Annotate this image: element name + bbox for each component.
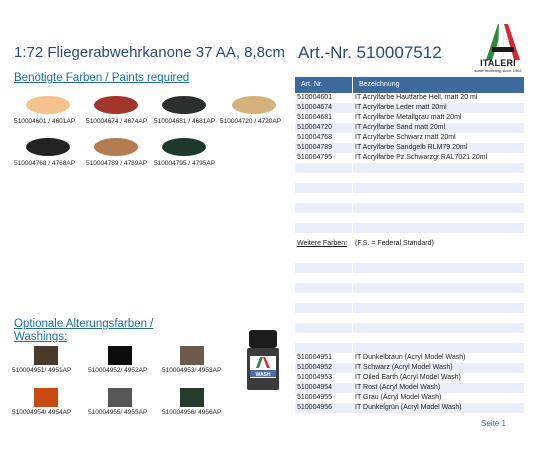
cell-bezeichnung: IT Dunkelgrün (Acryl Model Wash) — [355, 404, 462, 411]
table-row — [295, 303, 524, 313]
document-title: 1:72 Fliegerabwehrkanone 37 AA, 8,8cm — [14, 44, 286, 61]
cell-art-nr: 510004953 — [295, 373, 353, 383]
table-row — [295, 193, 524, 203]
table-row — [295, 373, 524, 383]
cell-bezeichnung — [353, 163, 524, 173]
table-row — [295, 143, 524, 153]
wash-label-4951: 510004951/ 4951AP — [12, 367, 72, 374]
cell-art-nr — [295, 193, 353, 203]
paint-swatch-4681 — [162, 96, 206, 114]
cell-art-nr — [295, 273, 353, 283]
cell-bezeichnung: IT Grau (Acryl Model Wash) — [355, 394, 442, 401]
table-row — [295, 353, 524, 363]
washings-heading — [14, 318, 153, 344]
paint-swatch-4674 — [94, 96, 138, 114]
table-row — [295, 283, 524, 293]
cell-bezeichnung — [353, 273, 524, 283]
paint-swatch-4768 — [26, 138, 70, 156]
table-row — [295, 383, 524, 393]
cell-bezeichnung: IT Acrylfarbe Hautfarbe Hell, matt 20 ml — [355, 94, 478, 101]
table-row — [295, 203, 524, 213]
cell-art-nr — [295, 333, 353, 343]
cell-art-nr — [295, 263, 353, 273]
table-row — [295, 153, 524, 163]
wash-swatch-4956 — [180, 388, 204, 407]
table-row — [295, 173, 524, 183]
wash-label-4953: 510004953/ 4953AP — [162, 367, 222, 374]
cell-art-nr: 510004952 — [295, 363, 353, 373]
table-row — [295, 163, 524, 173]
cell-bezeichnung: IT Acrylfarbe Metallgrau matt 20ml — [355, 114, 462, 121]
wash-swatch-4953 — [180, 346, 204, 365]
wash-swatch-4952 — [108, 346, 132, 365]
bottle-label: WASH — [255, 372, 271, 378]
cell-art-nr: 510004956 — [295, 403, 353, 413]
cell-bezeichnung: IT Acrylfarbe Sandgelb RLM79 20ml — [355, 144, 468, 151]
logo-wordmark: ITALERI — [480, 58, 516, 68]
wash-label-4952: 510004952/ 4952AP — [88, 367, 148, 374]
cell-art-nr — [295, 183, 353, 193]
cell-bezeichnung: IT Schwarz (Acryl Model Wash) — [355, 364, 453, 371]
cell-art-nr — [295, 173, 353, 183]
paint-label-4720: 510004720 / 4720AP — [220, 118, 282, 125]
paint-label-4768: 510004768 / 4768AP — [14, 160, 76, 167]
table-row — [295, 293, 524, 303]
table-header — [295, 77, 524, 93]
logo-tagline: scale modeling since 1962 — [474, 68, 522, 73]
table-row — [295, 213, 524, 223]
cell-bezeichnung: IT Acrylfarbe Pz.Schwarzgr.RAL7021 20ml — [355, 154, 488, 161]
cell-art-nr — [295, 163, 353, 173]
washings-heading-line2: Washings: — [14, 331, 68, 343]
table-row — [295, 133, 524, 143]
cell-art-nr — [295, 303, 353, 313]
cell-bezeichnung — [353, 283, 524, 293]
cell-art-nr — [295, 313, 353, 323]
table-row — [295, 323, 524, 333]
paint-swatch-4795 — [162, 138, 206, 156]
table-row — [295, 403, 524, 413]
table-row — [295, 183, 524, 193]
cell-art-nr — [295, 323, 353, 333]
table-row — [295, 223, 524, 233]
cell-bezeichnung — [353, 253, 524, 263]
paint-label-4681: 510004681 / 4681AP — [154, 118, 216, 125]
cell-bezeichnung: IT Acrylfarbe Schwarz matt 20ml — [355, 134, 456, 141]
column-header-bezeichnung: Bezeichnung — [359, 81, 400, 88]
weitere-farben-label: Weitere Farben: — [297, 240, 348, 247]
cell-bezeichnung — [353, 333, 524, 343]
cell-bezeichnung — [353, 293, 524, 303]
cell-bezeichnung — [353, 323, 524, 333]
cell-bezeichnung — [353, 193, 524, 203]
wash-swatch-4954 — [34, 388, 58, 407]
cell-bezeichnung: IT Dunkelbraun (Acryl Model Wash) — [355, 354, 466, 361]
table-row — [295, 253, 524, 263]
cell-art-nr: 510004795 — [295, 153, 353, 163]
cell-bezeichnung — [353, 223, 524, 233]
wash-swatch-4951 — [34, 346, 58, 365]
table-row — [295, 123, 524, 133]
paints-required-heading: Benötigte Farben / Paints required — [14, 72, 190, 84]
table-row — [295, 113, 524, 123]
weitere-farben-row — [297, 240, 434, 247]
cell-art-nr: 510004789 — [295, 143, 353, 153]
washings-heading-line1: Optionale Alterungsfarben / — [14, 318, 154, 330]
paint-label-4789: 510004789 / 4789AP — [86, 160, 148, 167]
table-row — [295, 393, 524, 403]
table-row — [295, 263, 524, 273]
wash-bottle-image — [246, 330, 280, 390]
cell-bezeichnung: IT Rost (Acryl Model Wash) — [355, 384, 441, 391]
page-number: Seite 1 — [481, 419, 506, 428]
table-row — [295, 103, 524, 113]
cell-bezeichnung: IT Acrylfarbe Leder matt 20ml — [355, 104, 447, 111]
cell-bezeichnung — [353, 343, 524, 353]
cell-bezeichnung: IT Oiled Earth (Acryl Model Wash) — [355, 374, 461, 381]
wash-label-4955: 510004955/ 4955AP — [88, 409, 148, 416]
cell-bezeichnung — [353, 183, 524, 193]
cell-art-nr — [295, 283, 353, 293]
cell-bezeichnung: IT Acrylfarbe Sand matt 20ml — [355, 124, 446, 131]
cell-bezeichnung — [353, 213, 524, 223]
cell-art-nr: 510004954 — [295, 383, 353, 393]
cell-art-nr — [295, 223, 353, 233]
paint-swatch-4601 — [26, 96, 70, 114]
wash-label-4954: 510004954/ 4954AP — [12, 409, 72, 416]
cell-art-nr: 510004955 — [295, 393, 353, 403]
cell-bezeichnung — [353, 313, 524, 323]
table-row — [295, 333, 524, 343]
wash-label-4956: 510004956/ 4956AP — [162, 409, 222, 416]
paint-swatch-4789 — [94, 138, 138, 156]
paint-label-4795: 510004795 / 4795AP — [154, 160, 216, 167]
cell-bezeichnung — [353, 203, 524, 213]
table-row — [295, 363, 524, 373]
cell-art-nr — [295, 203, 353, 213]
cell-art-nr — [295, 253, 353, 263]
table-row — [295, 343, 524, 353]
column-header-art-nr: Art. Nr. — [295, 77, 353, 93]
table-row — [295, 273, 524, 283]
article-number: Art.-Nr. 510007512 — [298, 43, 442, 62]
cell-art-nr: 510004768 — [295, 133, 353, 143]
cell-bezeichnung — [353, 303, 524, 313]
cell-art-nr: 510004951 — [295, 353, 353, 363]
cell-art-nr — [295, 343, 353, 353]
paint-label-4674: 510004674 / 4674AP — [86, 118, 148, 125]
table-row — [295, 313, 524, 323]
wash-swatch-4955 — [108, 388, 132, 407]
paint-swatch-4720 — [232, 96, 276, 114]
federal-standard-note: (F.S. = Federal Standard) — [355, 240, 434, 247]
cell-bezeichnung — [353, 263, 524, 273]
cell-art-nr: 510004681 — [295, 113, 353, 123]
cell-art-nr — [295, 213, 353, 223]
cell-art-nr: 510004720 — [295, 123, 353, 133]
cell-bezeichnung — [353, 173, 524, 183]
table-row — [295, 93, 524, 103]
cell-art-nr: 510004601 — [295, 93, 353, 103]
cell-art-nr — [295, 293, 353, 303]
cell-art-nr: 510004674 — [295, 103, 353, 113]
paint-label-4601: 510004601 / 4601AP — [14, 118, 76, 125]
